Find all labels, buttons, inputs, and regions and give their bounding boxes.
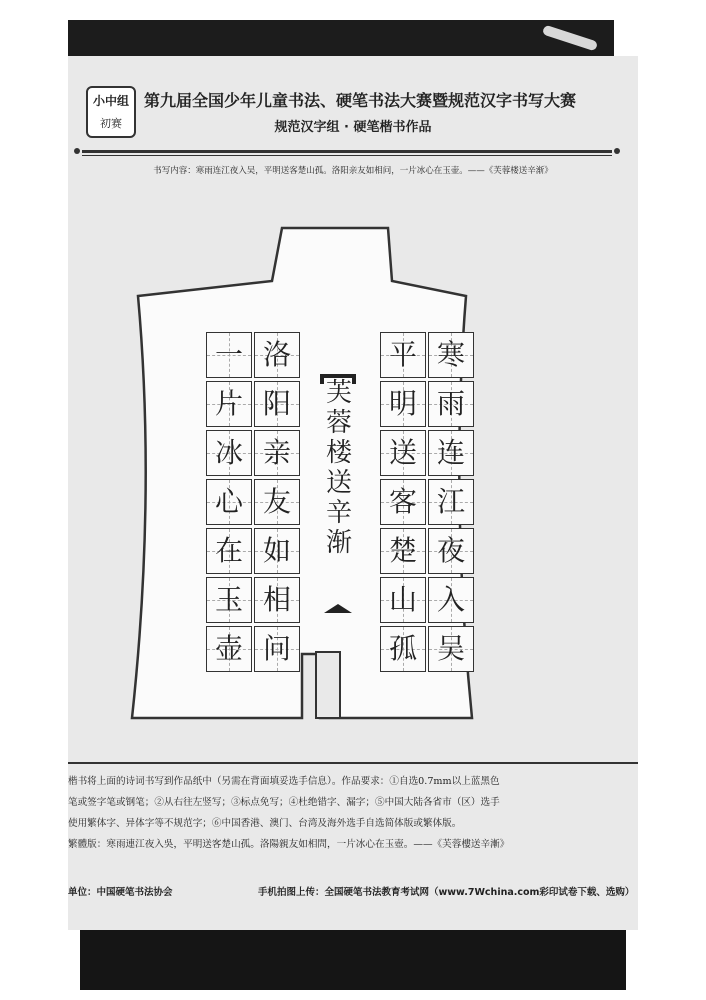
instruction-line: 笔或签字笔或钢笔；②从右往左竖写；③标点免写；④杜绝错字、漏字；⑤中国大陆各省市（区）选手 bbox=[68, 797, 500, 808]
traditional-version-line: 繁體版：寒雨連江夜入吳，平明送客楚山孤。洛陽親友如相問，一片冰心在玉壺。——《芙蓉樓送辛漸》 bbox=[68, 839, 510, 850]
category-subtitle: 规范汉字组 · 硬笔楷书作品 bbox=[274, 120, 432, 135]
upload-download-text[interactable]: 手机拍图上传：全国硬笔书法教育考试网（www.7Wchina.com彩印试卷下载、选购） bbox=[258, 887, 635, 898]
writing-content-line: 书写内容：寒雨连江夜入吴，平明送客楚山孤。洛阳亲友如相问，一片冰心在玉壶。——《芙蓉楼送辛渐》 bbox=[153, 166, 553, 176]
poem-cell[interactable]: 山 bbox=[380, 577, 426, 623]
instruction-line: 楷书将上面的诗词书写到作品纸中（另需在背面填妥选手信息）。作品要求：①自选0.7mm以上蓝黑色 bbox=[68, 776, 500, 787]
poem-title-char: 芙 bbox=[325, 378, 352, 408]
poem-title-char: 蓉 bbox=[325, 408, 352, 438]
poem-cell[interactable]: 在 bbox=[206, 528, 252, 574]
poem-title-char: 辛 bbox=[325, 498, 352, 528]
poem-cell[interactable]: 江 bbox=[428, 479, 474, 525]
poem-cell[interactable]: 洛 bbox=[254, 332, 300, 378]
poem-cell[interactable]: 阳 bbox=[254, 381, 300, 427]
poem-cell[interactable]: 孤 bbox=[380, 626, 426, 672]
competition-sheet bbox=[68, 56, 638, 930]
poem-cell[interactable]: 心 bbox=[206, 479, 252, 525]
poem-cell[interactable]: 相 bbox=[254, 577, 300, 623]
organizer-text: 单位：中国硬笔书法协会 bbox=[68, 887, 173, 898]
poem-cell[interactable]: 客 bbox=[380, 479, 426, 525]
vase-base-notch bbox=[316, 652, 340, 718]
competition-title: 第九届全国少年儿童书法、硬笔书法大赛暨规范汉字书写大赛 bbox=[144, 91, 577, 110]
poem-column-2 bbox=[380, 332, 426, 675]
badge-group-label: 小中组 bbox=[92, 94, 129, 108]
poem-title-char: 楼 bbox=[325, 438, 352, 468]
instruction-line: 使用繁体字、异体字等不规范字；⑥中国香港、澳门、台湾及海外选手自选简体版或繁体版。 bbox=[68, 818, 462, 829]
poem-cell[interactable]: 送 bbox=[380, 430, 426, 476]
poem-column-1 bbox=[428, 332, 474, 675]
scan-edge-top bbox=[68, 20, 614, 56]
instructions-divider bbox=[68, 762, 638, 764]
poem-cell[interactable]: 明 bbox=[380, 381, 426, 427]
poem-title-char: 送 bbox=[325, 468, 352, 498]
scan-shadow bbox=[542, 25, 598, 52]
poem-cell[interactable]: 问 bbox=[254, 626, 300, 672]
poem-cell[interactable]: 片 bbox=[206, 381, 252, 427]
poem-cell[interactable]: 寒 bbox=[428, 332, 474, 378]
poem-cell[interactable]: 夜 bbox=[428, 528, 474, 574]
poem-title-char: 渐 bbox=[325, 528, 352, 558]
poem-cell[interactable]: 如 bbox=[254, 528, 300, 574]
scan-edge-bottom bbox=[80, 930, 626, 990]
poem-column-3 bbox=[254, 332, 300, 675]
poem-cell[interactable]: 一 bbox=[206, 332, 252, 378]
poem-cell[interactable]: 入 bbox=[428, 577, 474, 623]
poem-cell[interactable]: 玉 bbox=[206, 577, 252, 623]
poem-cell[interactable]: 冰 bbox=[206, 430, 252, 476]
poem-cell[interactable]: 友 bbox=[254, 479, 300, 525]
poem-cell[interactable]: 壶 bbox=[206, 626, 252, 672]
instructions-block bbox=[68, 770, 628, 854]
poem-cell[interactable]: 平 bbox=[380, 332, 426, 378]
poem-cell[interactable]: 雨 bbox=[428, 381, 474, 427]
poem-column-4 bbox=[206, 332, 252, 675]
poem-cell[interactable]: 吴 bbox=[428, 626, 474, 672]
poem-cell[interactable]: 楚 bbox=[380, 528, 426, 574]
poem-title-vertical bbox=[322, 378, 356, 558]
title-bracket-bottom bbox=[324, 604, 352, 613]
badge-round-label: 初赛 bbox=[100, 117, 122, 130]
poem-cell[interactable]: 亲 bbox=[254, 430, 300, 476]
poem-cell[interactable]: 连 bbox=[428, 430, 474, 476]
